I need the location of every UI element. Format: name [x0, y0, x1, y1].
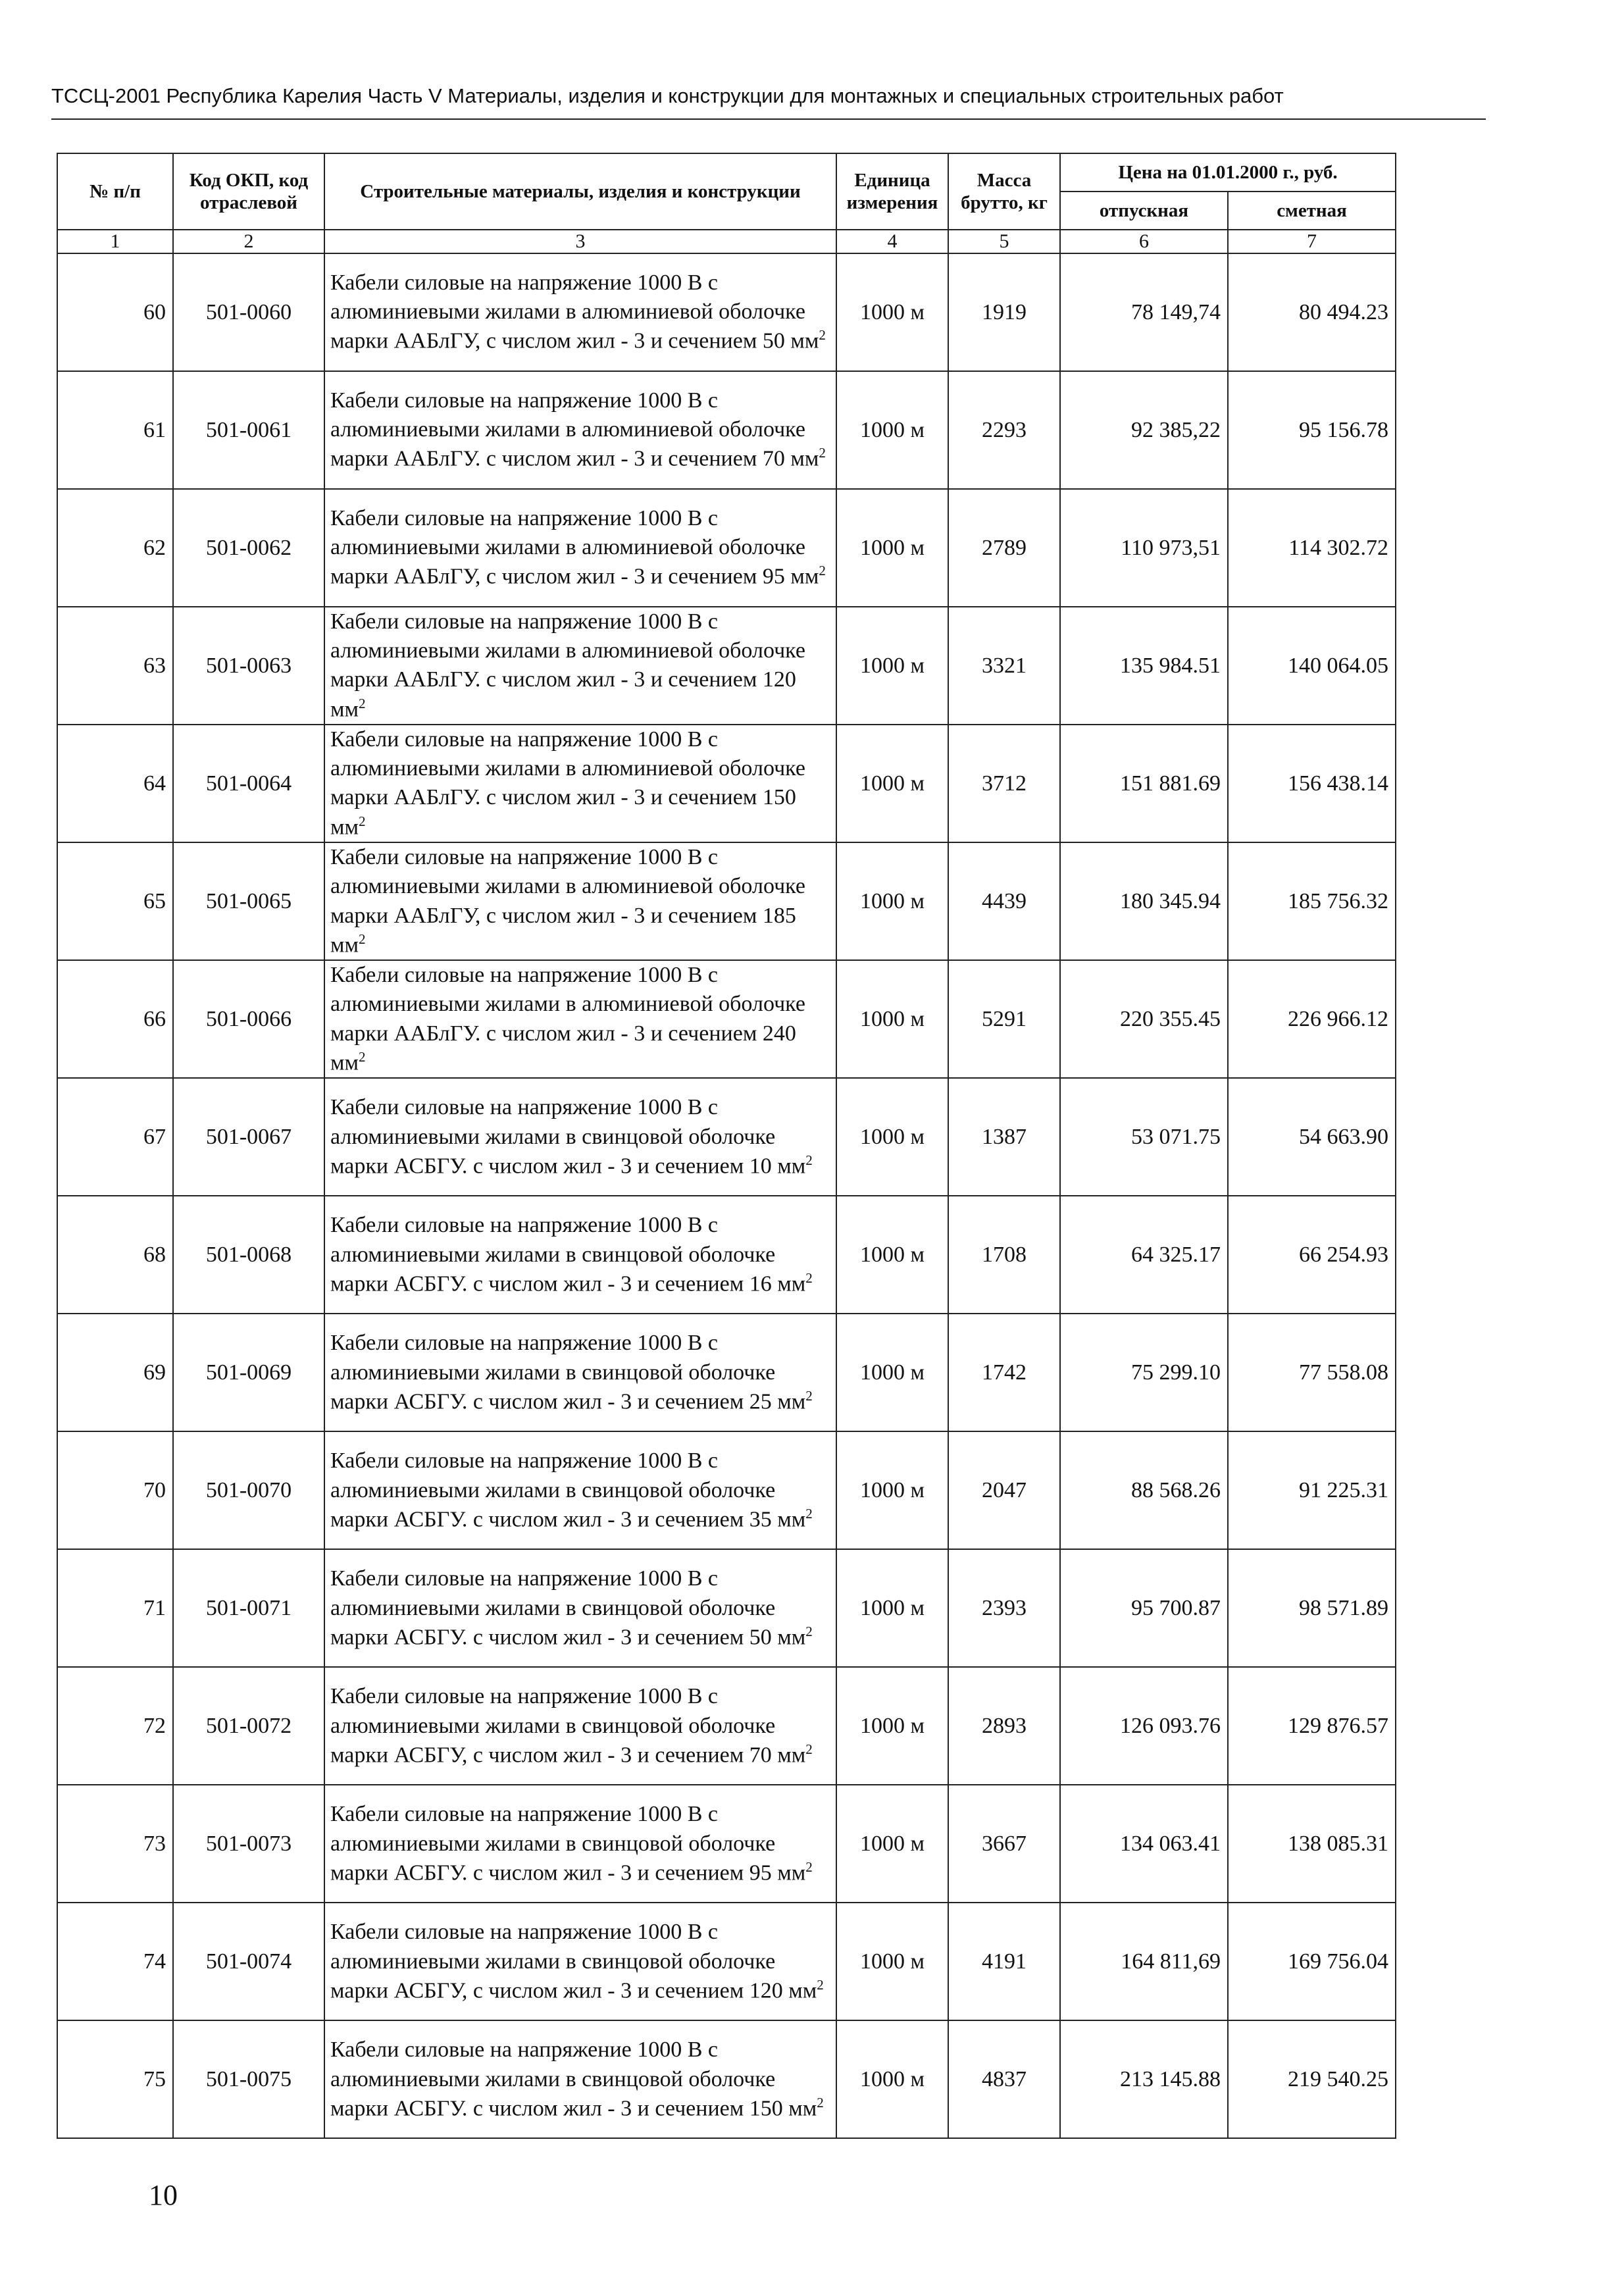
release-price: 126 093.76	[1060, 1667, 1228, 1785]
material-name-text: Кабели силовые на напряжение 1000 В с алюминиевыми жилами в алюминиевой оболочке марки ААБлГУ. с числом жил - 3 и сечением 120 мм	[330, 609, 805, 721]
material-name	[324, 1549, 836, 1667]
material-name-text: Кабели силовые на напряжение 1000 В с алюминиевыми жилами в алюминиевой оболочке марки ААБлГУ, с числом жил - 3 и сечением 50 мм	[330, 270, 819, 353]
squared-superscript: 2	[359, 931, 366, 947]
material-name-text: Кабели силовые на напряжение 1000 В с алюминиевыми жилами в алюминиевой оболочке марки ААБлГУ, с числом жил - 3 и сечением 185 мм	[330, 845, 805, 958]
row-number: 62	[57, 489, 173, 607]
row-number: 61	[57, 371, 173, 489]
okp-code: 501-0060	[173, 253, 324, 371]
table-row	[57, 2020, 1396, 2138]
column-number: 2	[173, 230, 324, 253]
row-number: 72	[57, 1667, 173, 1785]
release-price: 95 700.87	[1060, 1549, 1228, 1667]
row-number: 60	[57, 253, 173, 371]
okp-code: 501-0071	[173, 1549, 324, 1667]
okp-code: 501-0073	[173, 1785, 324, 1903]
material-name-text: Кабели силовые на напряжение 1000 В с алюминиевыми жилами в алюминиевой оболочке марки ААБлГУ. с числом жил - 3 и сечением 70 мм	[330, 388, 819, 471]
gross-mass: 2293	[948, 371, 1060, 489]
squared-superscript: 2	[817, 2094, 824, 2111]
material-name	[324, 1078, 836, 1196]
squared-superscript: 2	[819, 563, 826, 579]
estimate-price: 54 663.90	[1228, 1078, 1396, 1196]
material-name-text: Кабели силовые на напряжение 1000 В с алюминиевыми жилами в алюминиевой оболочке марки ААБлГУ, с числом жил - 3 и сечением 95 мм	[330, 506, 819, 589]
squared-superscript: 2	[817, 1976, 824, 1993]
squared-superscript: 2	[805, 1623, 813, 1639]
material-name-text: Кабели силовые на напряжение 1000 В с алюминиевыми жилами в свинцовой оболочке марки АСБГУ. с числом жил - 3 и сечением 16 мм	[330, 1213, 806, 1296]
gross-mass: 3712	[948, 725, 1060, 842]
material-name	[324, 2020, 836, 2138]
table-row	[57, 371, 1396, 489]
material-name	[324, 1667, 836, 1785]
row-number: 63	[57, 607, 173, 725]
material-name	[324, 489, 836, 607]
estimate-price: 156 438.14	[1228, 725, 1396, 842]
okp-code: 501-0067	[173, 1078, 324, 1196]
material-name-text: Кабели силовые на напряжение 1000 В с алюминиевыми жилами в алюминиевой оболочке марки ААБлГУ. с числом жил - 3 и сечением 240 мм	[330, 963, 805, 1075]
estimate-price: 169 756.04	[1228, 1903, 1396, 2020]
okp-code: 501-0072	[173, 1667, 324, 1785]
okp-code: 501-0070	[173, 1431, 324, 1549]
unit-of-measure: 1000 м	[836, 1196, 948, 1314]
unit-of-measure: 1000 м	[836, 1903, 948, 2020]
material-name	[324, 371, 836, 489]
squared-superscript: 2	[819, 327, 826, 344]
estimate-price: 226 966.12	[1228, 960, 1396, 1078]
table-row	[57, 253, 1396, 371]
material-name-text: Кабели силовые на напряжение 1000 В с алюминиевыми жилами в свинцовой оболочке марки АСБГУ. с числом жил - 3 и сечением 50 мм	[330, 1566, 806, 1650]
header-num: № п/п	[57, 153, 173, 230]
estimate-price: 114 302.72	[1228, 489, 1396, 607]
squared-superscript: 2	[805, 1858, 813, 1875]
gross-mass: 1742	[948, 1314, 1060, 1431]
squared-superscript: 2	[805, 1741, 813, 1757]
material-name	[324, 1196, 836, 1314]
table-header	[57, 153, 1396, 253]
material-name-text: Кабели силовые на напряжение 1000 В с алюминиевыми жилами в свинцовой оболочке марки АСБГУ. с числом жил - 3 и сечением 35 мм	[330, 1448, 806, 1532]
unit-of-measure: 1000 м	[836, 842, 948, 960]
material-name-text: Кабели силовые на напряжение 1000 В с алюминиевыми жилами в алюминиевой оболочке марки ААБлГУ. с числом жил - 3 и сечением 150 мм	[330, 727, 805, 839]
row-number: 75	[57, 2020, 173, 2138]
price-table	[57, 153, 1396, 2139]
row-number: 74	[57, 1903, 173, 2020]
header-price-group: Цена на 01.01.2000 г., руб.	[1060, 153, 1396, 192]
estimate-price: 77 558.08	[1228, 1314, 1396, 1431]
gross-mass: 3667	[948, 1785, 1060, 1903]
row-number: 71	[57, 1549, 173, 1667]
page-number: 10	[149, 2179, 178, 2211]
okp-code: 501-0068	[173, 1196, 324, 1314]
column-number-row	[57, 230, 1396, 253]
material-name-text: Кабели силовые на напряжение 1000 В с алюминиевыми жилами в свинцовой оболочке марки АСБГУ, с числом жил - 3 и сечением 70 мм	[330, 1684, 806, 1768]
table-body	[57, 253, 1396, 2138]
row-number: 73	[57, 1785, 173, 1903]
running-header: ТССЦ-2001 Республика Карелия Часть V Материалы, изделия и конструкции для монтажных и специальных строительных работ	[51, 84, 1284, 107]
header-code: Код ОКП, код отраслевой	[173, 153, 324, 230]
release-price: 78 149,74	[1060, 253, 1228, 371]
squared-superscript: 2	[819, 445, 826, 461]
material-name	[324, 842, 836, 960]
row-number: 69	[57, 1314, 173, 1431]
unit-of-measure: 1000 м	[836, 1667, 948, 1785]
estimate-price: 138 085.31	[1228, 1785, 1396, 1903]
material-name-text: Кабели силовые на напряжение 1000 В с алюминиевыми жилами в свинцовой оболочке марки АСБГУ. с числом жил - 3 и сечением 150 мм	[330, 2037, 817, 2121]
material-name-text: Кабели силовые на напряжение 1000 В с алюминиевыми жилами в свинцовой оболочке марки АСБГУ. с числом жил - 3 и сечением 95 мм	[330, 1802, 806, 1885]
estimate-price: 66 254.93	[1228, 1196, 1396, 1314]
table-row	[57, 1549, 1396, 1667]
okp-code: 501-0062	[173, 489, 324, 607]
squared-superscript: 2	[805, 1387, 813, 1404]
column-number: 7	[1228, 230, 1396, 253]
table-row	[57, 842, 1396, 960]
okp-code: 501-0065	[173, 842, 324, 960]
squared-superscript: 2	[805, 1269, 813, 1286]
row-number: 65	[57, 842, 173, 960]
material-name-text: Кабели силовые на напряжение 1000 В с алюминиевыми жилами в свинцовой оболочке марки АСБГУ. с числом жил - 3 и сечением 10 мм	[330, 1095, 806, 1179]
material-name	[324, 1785, 836, 1903]
release-price: 151 881.69	[1060, 725, 1228, 842]
okp-code: 501-0064	[173, 725, 324, 842]
material-name-text: Кабели силовые на напряжение 1000 В с алюминиевыми жилами в свинцовой оболочке марки АСБГУ. с числом жил - 3 и сечением 25 мм	[330, 1331, 806, 1414]
row-number: 66	[57, 960, 173, 1078]
unit-of-measure: 1000 м	[836, 1314, 948, 1431]
column-number: 4	[836, 230, 948, 253]
gross-mass: 2893	[948, 1667, 1060, 1785]
okp-code: 501-0061	[173, 371, 324, 489]
release-price: 64 325.17	[1060, 1196, 1228, 1314]
gross-mass: 1919	[948, 253, 1060, 371]
okp-code: 501-0075	[173, 2020, 324, 2138]
gross-mass: 1387	[948, 1078, 1060, 1196]
header-mass: Масса брутто, кг	[948, 153, 1060, 230]
estimate-price: 140 064.05	[1228, 607, 1396, 725]
table-row	[57, 1903, 1396, 2020]
squared-superscript: 2	[805, 1152, 813, 1168]
gross-mass: 2789	[948, 489, 1060, 607]
table-row	[57, 489, 1396, 607]
unit-of-measure: 1000 м	[836, 1431, 948, 1549]
squared-superscript: 2	[359, 813, 366, 829]
material-name	[324, 253, 836, 371]
table-row	[57, 1785, 1396, 1903]
table-row	[57, 725, 1396, 842]
table-row	[57, 1078, 1396, 1196]
column-number: 6	[1060, 230, 1228, 253]
row-number: 70	[57, 1431, 173, 1549]
gross-mass: 4191	[948, 1903, 1060, 2020]
material-name	[324, 1431, 836, 1549]
unit-of-measure: 1000 м	[836, 1785, 948, 1903]
gross-mass: 4439	[948, 842, 1060, 960]
release-price: 213 145.88	[1060, 2020, 1228, 2138]
column-number: 3	[324, 230, 836, 253]
unit-of-measure: 1000 м	[836, 607, 948, 725]
material-name	[324, 725, 836, 842]
release-price: 180 345.94	[1060, 842, 1228, 960]
gross-mass: 2047	[948, 1431, 1060, 1549]
gross-mass: 1708	[948, 1196, 1060, 1314]
okp-code: 501-0063	[173, 607, 324, 725]
release-price: 110 973,51	[1060, 489, 1228, 607]
row-number: 68	[57, 1196, 173, 1314]
estimate-price: 95 156.78	[1228, 371, 1396, 489]
table-row	[57, 607, 1396, 725]
release-price: 220 355.45	[1060, 960, 1228, 1078]
row-number: 67	[57, 1078, 173, 1196]
header-price-estimate: сметная	[1228, 192, 1396, 230]
material-name	[324, 607, 836, 725]
unit-of-measure: 1000 м	[836, 960, 948, 1078]
squared-superscript: 2	[359, 695, 366, 711]
okp-code: 501-0066	[173, 960, 324, 1078]
header-price-release: отпускная	[1060, 192, 1228, 230]
gross-mass: 2393	[948, 1549, 1060, 1667]
table-row	[57, 1431, 1396, 1549]
estimate-price: 80 494.23	[1228, 253, 1396, 371]
table-row	[57, 1314, 1396, 1431]
release-price: 92 385,22	[1060, 371, 1228, 489]
table-row	[57, 1196, 1396, 1314]
header-unit: Единица измерения	[836, 153, 948, 230]
estimate-price: 129 876.57	[1228, 1667, 1396, 1785]
release-price: 88 568.26	[1060, 1431, 1228, 1549]
material-name	[324, 1903, 836, 2020]
gross-mass: 3321	[948, 607, 1060, 725]
release-price: 53 071.75	[1060, 1078, 1228, 1196]
release-price: 135 984.51	[1060, 607, 1228, 725]
gross-mass: 4837	[948, 2020, 1060, 2138]
header-divider	[51, 118, 1486, 120]
gross-mass: 5291	[948, 960, 1060, 1078]
squared-superscript: 2	[805, 1505, 813, 1522]
unit-of-measure: 1000 м	[836, 371, 948, 489]
material-name-text: Кабели силовые на напряжение 1000 В с алюминиевыми жилами в свинцовой оболочке марки АСБГУ, с числом жил - 3 и сечением 120 мм	[330, 1920, 817, 2003]
release-price: 75 299.10	[1060, 1314, 1228, 1431]
unit-of-measure: 1000 м	[836, 725, 948, 842]
material-name	[324, 960, 836, 1078]
okp-code: 501-0074	[173, 1903, 324, 2020]
estimate-price: 219 540.25	[1228, 2020, 1396, 2138]
column-number: 5	[948, 230, 1060, 253]
estimate-price: 98 571.89	[1228, 1549, 1396, 1667]
unit-of-measure: 1000 м	[836, 1078, 948, 1196]
release-price: 164 811,69	[1060, 1903, 1228, 2020]
squared-superscript: 2	[359, 1048, 366, 1065]
material-name	[324, 1314, 836, 1431]
unit-of-measure: 1000 м	[836, 489, 948, 607]
estimate-price: 91 225.31	[1228, 1431, 1396, 1549]
unit-of-measure: 1000 м	[836, 1549, 948, 1667]
row-number: 64	[57, 725, 173, 842]
unit-of-measure: 1000 м	[836, 2020, 948, 2138]
unit-of-measure: 1000 м	[836, 253, 948, 371]
header-name: Строительные материалы, изделия и конструкции	[324, 153, 836, 230]
release-price: 134 063.41	[1060, 1785, 1228, 1903]
table-row	[57, 960, 1396, 1078]
okp-code: 501-0069	[173, 1314, 324, 1431]
estimate-price: 185 756.32	[1228, 842, 1396, 960]
table-row	[57, 1667, 1396, 1785]
column-number: 1	[57, 230, 173, 253]
